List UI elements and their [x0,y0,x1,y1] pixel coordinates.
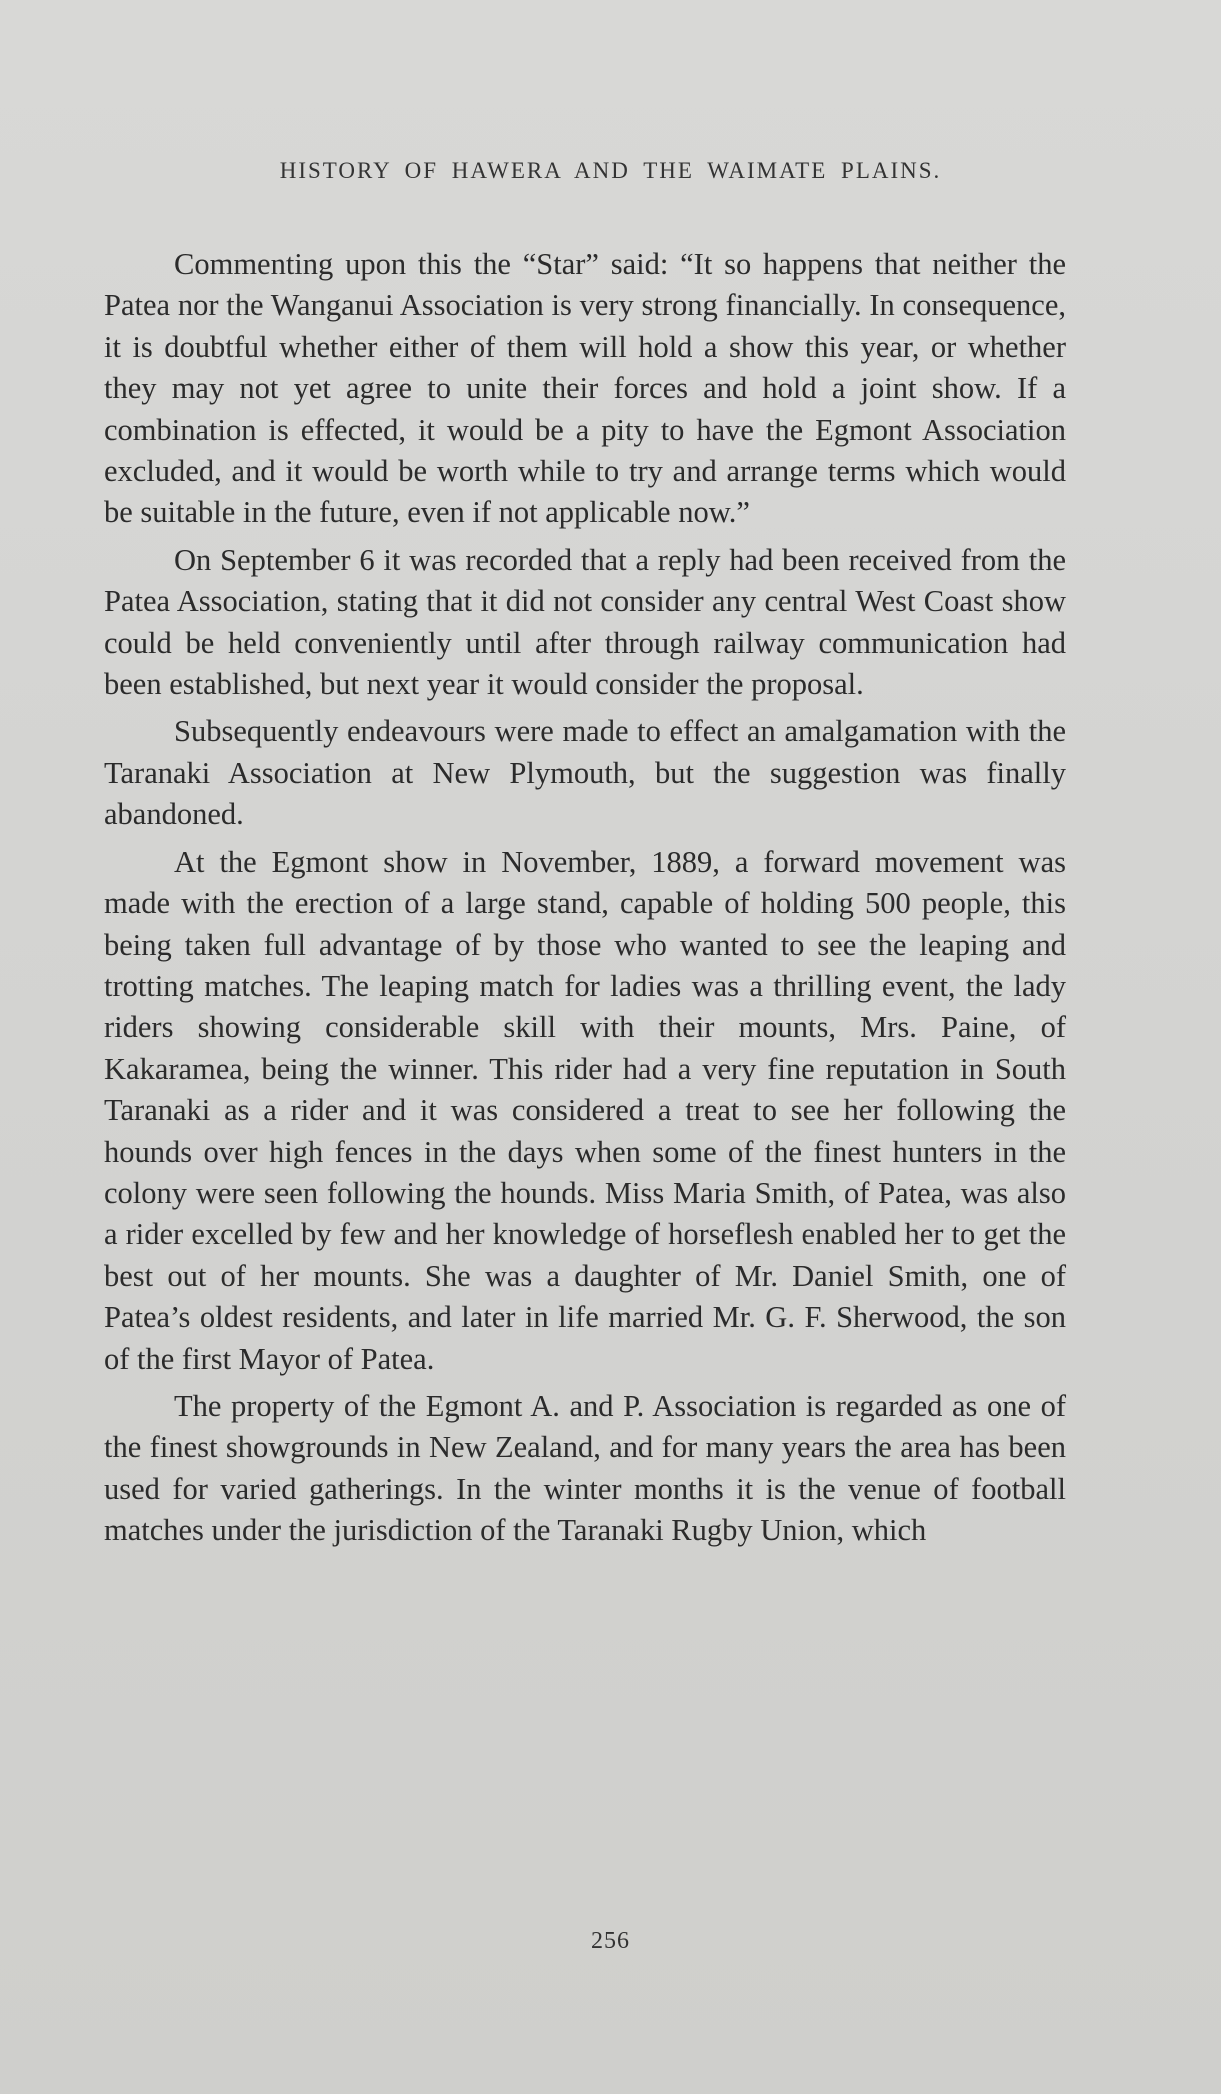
paragraph: Commenting upon this the “Star” said: “It so happens that neither the Patea nor the Wanganui Association is very strong financially. In consequence, it is doubtful whether either of them will hold a show this year, or whether they may not yet agree to unite their forces and hold a joint show. If a combination is effected, it would be a pity to have the Egmont Association excluded, and it would be worth while to try and arrange terms which would be suitable in the future, even if not applicable now.” [104,247,1066,530]
page-number: 256 [591,1928,630,1954]
paragraph: On September 6 it was recorded that a reply had been received from the Patea Association, stating that it did not consider any central West Coast show could be held conveniently until after through railway communication had been established, but next year it would consider the proposal. [104,542,1066,702]
paragraph: At the Egmont show in November, 1889, a forward movement was made with the erection of a large stand, capable of holding 500 people, this being taken full advantage of by those who wanted to see the leaping and trotting matches. The leaping match for ladies was a thrilling event, the lady riders showing considerable skill with their mounts, Mrs. Paine, of Kakaramea, being the winner. This rider had a very fine reputation in South Taranaki as a rider and it was considered a treat to see her following the hounds over high fences in the days when some of the finest hunters in the colony were seen following the hounds. Miss Maria Smith, of Patea, was also a rider excelled by few and her knowledge of horseflesh enabled her to get the best out of her mounts. She was a daughter of Mr. Daniel Smith, one of Patea’s oldest residents, and later in life married Mr. G. F. Sherwood, the son of the first Mayor of Patea. [104,844,1066,1376]
body-text [104,244,1066,1556]
paragraph: The property of the Egmont A. and P. Association is regarded as one of the finest showgrounds in New Zealand, and for many years the area has been used for varied gatherings. In the winter months it is the venue of football matches under the jurisdiction of the Taranaki Rugby Union, which [104,1388,1066,1548]
running-header: HISTORY OF HAWERA AND THE WAIMATE PLAINS. [279,158,942,183]
paragraph: Subsequently endeavours were made to effect an amalgamation with the Taranaki Association at New Plymouth, but the suggestion was finally abandoned. [104,714,1066,832]
